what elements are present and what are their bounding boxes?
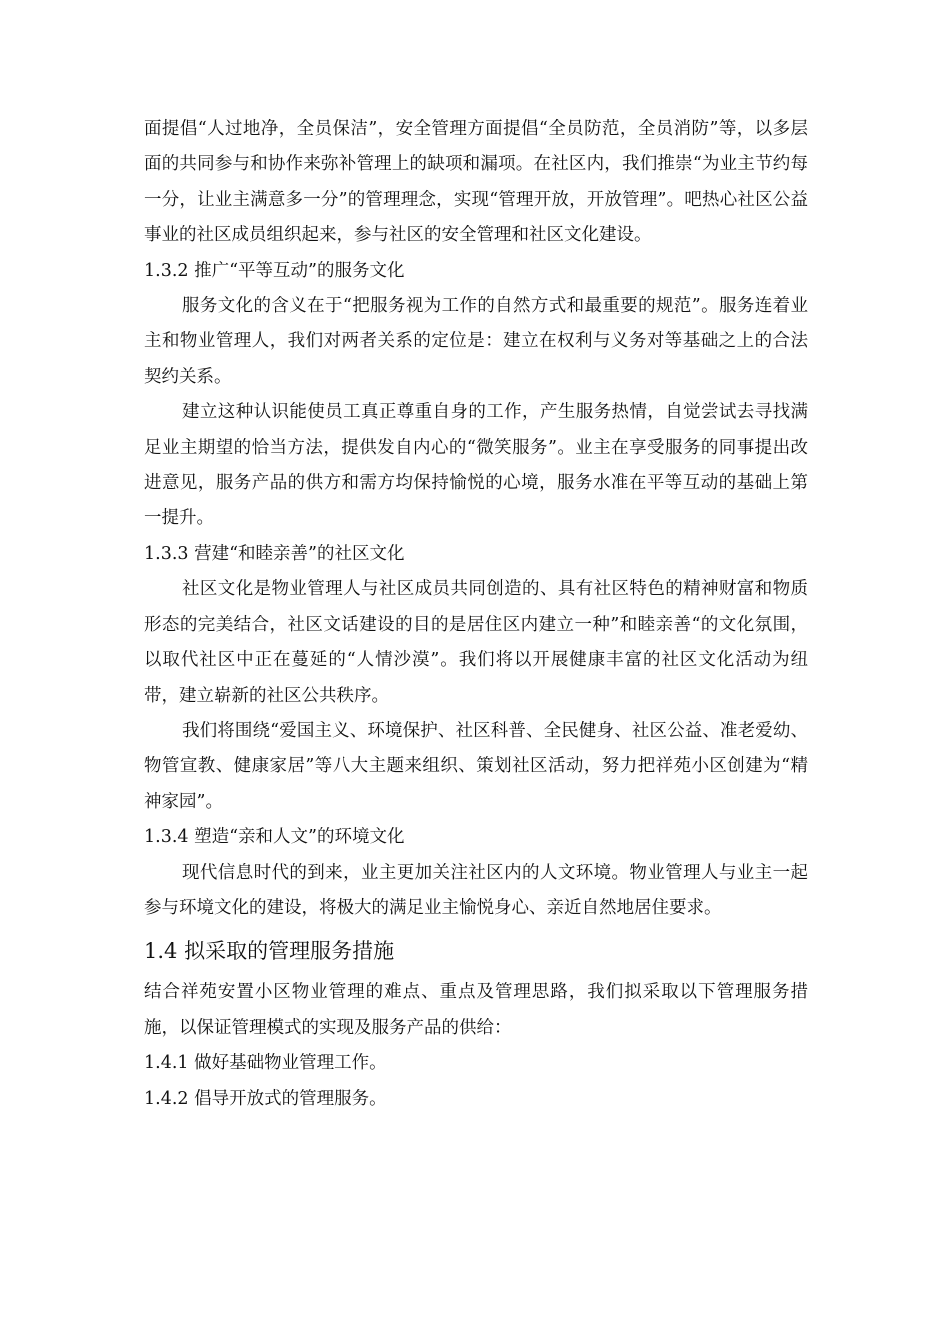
paragraph-service-culture-meaning: 服务文化的含义在于“把服务视为工作的自然方式和最重要的规范”。服务连着业主和物业管理人，我们对两者关系的定位是：建立在权利与义务对等基础之上的合法契约关系。 bbox=[144, 296, 808, 387]
heading-1-4-1: 1.4.1 做好基础物业管理工作。 bbox=[144, 1053, 387, 1074]
paragraph-community-culture: 社区文化是物业管理人与社区成员共同创造的、具有社区特色的精神财富和物质形态的完美结合，社区文话建设的目的是居住区内建立一种”和睦亲善“的文化氛围，以取代社区中正在蔓延的“人情沙漠”。我们将以开展健康丰富的社区文化活动为纽带，建立崭新的社区公共秩序。 bbox=[144, 579, 808, 706]
heading-1-3-3: 1.3.3 营建“和睦亲善”的社区文化 bbox=[144, 543, 405, 564]
heading-1-4-2: 1.4.2 倡导开放式的管理服务。 bbox=[144, 1088, 387, 1109]
heading-1-3-2: 1.3.2 推广“平等互动”的服务文化 bbox=[144, 260, 405, 281]
paragraph-measures-intro: 结合祥苑安置小区物业管理的难点、重点及管理思路，我们拟采取以下管理服务措施，以保证管理模式的实现及服务产品的供给： bbox=[144, 982, 808, 1038]
heading-1-4: 1.4 拟采取的管理服务措施 bbox=[144, 939, 395, 964]
paragraph-service-culture-practice: 建立这种认识能使员工真正尊重自身的工作，产生服务热情，自觉尝试去寻找满足业主期望的恰当方法，提供发自内心的“微笑服务”。业主在享受服务的同事提出改进意见，服务产品的供方和需方均保持愉悦的心境，服务水准在平等互动的基础上第一提升。 bbox=[144, 402, 808, 529]
paragraph-community-themes: 我们将围绕“爱国主义、环境保护、社区科普、全民健身、社区公益、准老爱幼、物管宣教、健康家居”等八大主题来组织、策划社区活动，努力把祥苑小区创建为“精神家园”。 bbox=[144, 720, 808, 812]
paragraph-environment-culture: 现代信息时代的到来，业主更加关注社区内的人文环境。物业管理人与业主一起参与环境文化的建设，将极大的满足业主愉悦身心、亲近自然地居住要求。 bbox=[144, 862, 808, 918]
heading-1-3-4: 1.3.4 塑造“亲和人文”的环境文化 bbox=[144, 827, 405, 848]
paragraph-management-culture: 面提倡“人过地净，全员保洁”，安全管理方面提倡“全员防范，全员消防”等，以多层面的共同参与和协作来弥补管理上的缺项和漏项。在社区内，我们推崇“为业主节约每一分，让业主满意多一分”的管理理念，实现“管理开放，开放管理”。吧热心社区公益事业的社区成员组织起来，参与社区的安全管理和社区文化建设。 bbox=[144, 119, 808, 246]
page-body bbox=[144, 112, 808, 1117]
